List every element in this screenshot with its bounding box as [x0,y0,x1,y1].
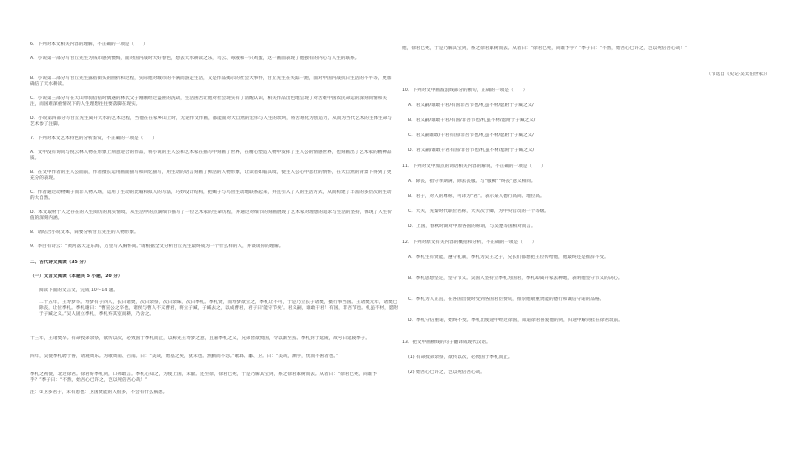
right-text-3: 10．下列对文中画波浪线部分的断句，正确的一项是（ ） [402,88,528,93]
left-paragraph-10 [30,210,392,222]
left-text-18: 四年，吴使季札聘于鲁，请观周乐。为歌周南、召南。曰：“美哉，始基之矣，犹未也。然勤而不怨。”歌邶、鄘、卫。曰：“美哉，渊乎，忧而不困者也。” [30,354,339,359]
right-paragraph-4 [402,103,770,109]
left-text-12: 9．李白有诗云：“黄河落天走东海，万里写入胸怀间。”请根据全文分析甘丘先生最终成为一个什么样的人，并谈谈你的理解。 [30,244,284,249]
left-text-7: A．文中没有询问与倪云林人物在形象上刻意迎合的作品，将小说的主人公和艺术家在描写中刻画了世界，在精心塑造人物中发挥了主人公的情感世界，也刻画出了艺术家的精神品质。 [30,150,392,161]
left-paragraph-13 [30,260,392,266]
right-paragraph-2 [402,72,770,78]
right-text-4: A．君义嗣/谁敢干君/有国非吾节也/札虽不材/愿附于子臧之义/ [408,103,534,108]
right-text-15: B．季札思想坚定，坚守节义。吴国人坚持立季札为国君，季札却离开家去种地，表明他坚守节义的决心。 [408,276,623,281]
left-text-15: 阅读下面的文言文，完成 10～14 题。 [39,288,118,293]
right-text-13: 12．下列对原文有关内容的概括和分析，不正确的一项是（ ） [402,240,537,245]
right-paragraph-15 [402,276,770,282]
left-paragraph-14 [30,274,392,280]
right-paragraph-8 [402,164,770,170]
right-text-2: （节选自《史记·吴太伯世家》） [706,72,770,77]
right-paragraph-19 [402,355,770,361]
left-text-17: 十三年，王诸樊卒。有命授弟余祭，欲传以次，必致国于季札而止，以称先王寿梦之意，且嘉季札之义，兄弟皆欲致国，令以渐至焉。季札封于延陵，故号曰延陵季子。 [30,336,370,341]
left-text-10: D．本文取材于人之存在的人生阅历的真实情境，从生活中的点滴细节描写了一位艺术家的生命历程，并通过对细节的刻画展现了艺术家对理想的追求与生活的坚持，体现了人生价值的深刻内涵。 [30,210,392,221]
left-paragraph-20 [30,390,392,396]
left-text-11: 8．请结合小说文本，简要分析甘丘先生的人物形象。 [30,230,139,235]
right-text-9: A．除丧，指守孝期满，除去丧服。与“服阙”“终丧”意义相同。 [408,179,536,184]
right-paragraph-18 [402,340,770,346]
left-paragraph-9 [30,190,392,202]
left-text-13: 二、古代诗文阅读（35 分） [30,260,89,265]
right-paragraph-5 [402,118,770,124]
left-paragraph-2 [30,56,392,62]
left-paragraph-4 [30,96,392,108]
right-text-8: 11．下列对文中加点的词语相关内容的解说，不正确的一项是（ ） [402,164,546,169]
right-text-20: (2) 始吾心已许之，岂以死倍吾心哉。 [408,370,485,375]
left-text-20: 注：①卫多君子，未有患也：卫国贤能的人很多，不会有什么祸患。 [30,390,168,395]
left-text-16: 二十五年，王寿梦卒。寿梦有子四人，长曰诸樊，次曰余祭，次曰余昧，次曰季札。季札贤，而寿梦欲立之，季札让不可，于是乃立长子诸樊，摄行事当国。王诸樊元年，诸樊已除丧，让位季札。季札谢曰：“曹宣公之卒也，诸侯与曹人不义曹君，将立子臧，子臧去之，以成曹君，君子曰‘能守节矣’。君义嗣，谁敢干君！有国，非吾节也。札虽不材，愿附于子臧之义。”吴人固立季札，季札弃其室而耕，乃舍之。 [39,300,399,317]
left-text-3: B．小说第二部分写甘丘先生露宿街头的曲折和过程，实际他对城市的不满而游走生活，又是作品揭示的社会大事件，甘丘先生在失踪一跑，面对中国内战抗日生活的不平等，更加确信了天水耕读。 [30,76,392,87]
left-paragraph-1 [30,42,392,48]
right-paragraph-12 [402,224,770,230]
right-text-17: D．季札守信重诺，始终不变。季札出使途中经过徐国，知道徐君喜爱他的剑，归途中解剑挂在徐君坟前。 [408,318,623,323]
left-paragraph-8 [30,170,392,182]
left-paragraph-16 [30,300,399,318]
right-paragraph-3 [402,88,770,94]
right-text-7: D．君义嗣/谁敢干君有国/非吾节也/札虽不材/愿附于子臧之义/ [408,148,535,153]
right-text-1: 他，徐君已死，于是乃解其宝剑，系之徐君冢树而去。从者曰：“徐君已死，尚谁予乎？”季子曰：“不然，始吾心已许之，岂以死倍吾心哉！” [402,46,688,51]
right-paragraph-11 [402,209,770,215]
right-paragraph-9 [402,179,770,185]
left-paragraph-19 [30,372,392,384]
left-paragraph-3 [30,76,392,88]
right-paragraph-20 [402,370,770,376]
right-paragraph-16 [402,297,770,303]
right-text-18: 13．把文中画横线的句子翻译成现代汉语。 [402,340,491,345]
right-paragraph-6 [402,133,770,139]
left-paragraph-6 [30,136,392,142]
right-text-16: C．季札为人正直，在各国出使时受到各国君臣赞赏，推崇他敬重贤能的德行和诚信守诺的品格。 [408,297,605,302]
right-paragraph-17 [402,318,770,324]
left-paragraph-11 [30,230,392,236]
left-paragraph-18 [30,354,392,360]
left-paragraph-7 [30,150,392,162]
right-paragraph-1 [402,46,770,52]
left-text-6: 7．下列对本文艺术特色的分析鉴赏，不正确的一项是（ ） [30,136,157,141]
right-paragraph-14 [402,255,770,261]
right-text-5: B．君义嗣/谁敢干君/有国/非吾节也/札虽不材/愿附于子臧之义/ [408,118,536,123]
left-text-19: 季札之初使，北过徐君。徐君好季札剑，口弗敢言。季札心知之，为使上国，未献。还至徐，徐君已死，于是乃解其宝剑，系之徐君冢树而去。从者曰：“徐君已死，尚谁予乎？”季子曰：“不然，始吾心已许之，岂以死倍吾心哉！” [30,372,377,383]
left-text-9: C．作者通过动物蝎子而非人物入场，运用了生动的比喻和拟人的写法，巧妙设计结构，把蝎子与鸟兽生动地联系起来，并且引入了人的生活方式，从而构建了丰富的多层次的生动的大自然。 [30,190,392,201]
left-text-5: D．小说第四部分写甘丘先生离开天水的艺术过程，当他在在家乡山上时，无论作文作画，都能面对大自然的宏伟与人生的坎坷，将苦难化为创造力，从而为当代艺术的主体生命与艺术参了注脚。 [30,116,392,127]
right-paragraph-13 [402,240,770,246]
left-paragraph-17 [30,336,392,342]
left-text-2: A．小说第一部分写甘丘先生为钱币感到懊悔，面对国内战时大好春色，想去天水耕读之乐，乌云、毒液和一只鸡蛋，这一画面表现了他独有的内心与人生的联系。 [30,56,360,61]
right-text-14: A．季札生有贤能，遵守礼制，季札为吴王之子，兄长们都想把王位传给他，他最终还是推辞不受。 [408,255,609,260]
left-text-8: B．在文中作者的主人公面前，作者擅长运用画面描写和回忆描写，用生动的语言刻画了鲜活的人物形象，让读者如临其境，使主人公心中悲壮的情怀，在大自然的背景下得到了更充分的表现。 [30,170,392,181]
left-text-14: （一）文言文阅读（本题共 5 小题，20 分） [30,274,123,279]
right-text-11: C．大夫，先秦时代职位名称，大夫次于卿，为中央官员的一个等级。 [408,209,550,214]
right-text-12: D．上国，春秋时期对中原各国的称谓，与吴楚等国相对而言。 [408,224,536,229]
left-paragraph-15 [30,288,392,294]
right-text-10: B．君子，对人的尊称，可译为“君”。表示某人德行高尚、地位高。 [408,194,545,199]
left-paragraph-5 [30,116,392,128]
right-text-6: C．君义嗣谁敢/干君有国/非吾节也/札虽不材/愿附于子臧之义/ [408,133,534,138]
right-paragraph-7 [402,148,770,154]
right-paragraph-10 [402,194,770,200]
left-paragraph-12 [30,244,392,250]
left-text-4: C．小说第三部分写在天山单骑借宿时偶遇的林氏父子刚刚经过盗匪的洗劫，生活困苦让他对社会现实有了清醒认识，相关作品出色地呈现了对苦难中国农民命运的深刻同情和关注，而国难深重情况下的人生理想往往要落脚在现实。 [30,96,387,107]
left-text-1: 6．下列对本文相关内容的理解，不正确的一项是（ ） [30,42,148,47]
right-text-19: (1) 有命授弟余祭，欲传以次，必致国于季札而止。 [408,355,513,360]
